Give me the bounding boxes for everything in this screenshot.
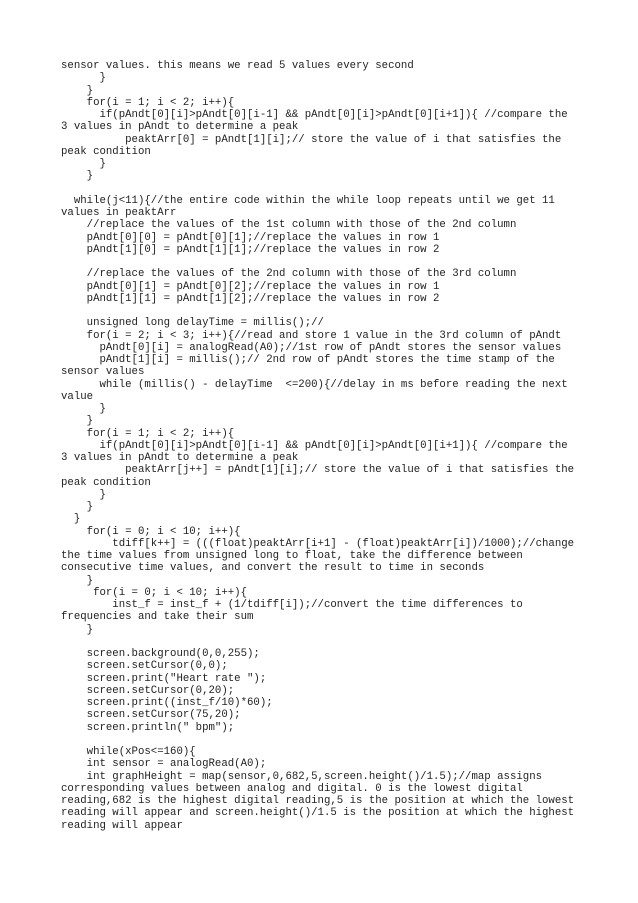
code-line: for(i = 2; i < 3; i++){//read and store 1 value in the 3rd column of pAndt <box>61 329 562 342</box>
code-line: pAndt[0][0] = pAndt[0][1];//replace the values in row 1 <box>61 231 440 244</box>
code-line: if(pAndt[0][i]>pAndt[0][i-1] && pAndt[0][i]>pAndt[0][i+1]){ //compare the <box>61 439 568 452</box>
code-line: reading will appear <box>61 819 183 832</box>
code-line: //replace the values of the 1st column with those of the 2nd column <box>61 219 517 232</box>
code-line: } <box>61 574 94 587</box>
code-line: inst_f = inst_f + (1/tdiff[i]);//convert the time differences to <box>61 599 523 611</box>
code-line: values in peaktArr <box>61 207 177 219</box>
code-line: screen.setCursor(75,20); <box>61 709 241 722</box>
code-line <box>61 636 591 648</box>
code-line: corresponding values between analog and digital. 0 is the lowest digital <box>61 782 523 795</box>
code-line: unsigned long delayTime = millis();// <box>61 317 324 330</box>
code-line: } <box>61 84 94 97</box>
code-line: pAndt[0][i] = analogRead(A0);//1st row of pAndt stores the sensor values <box>61 341 562 354</box>
code-line: while (millis() - delayTime <=200){//delay in ms before reading the next <box>61 378 568 391</box>
code-line: consecutive time values, and convert the result to time in seconds <box>61 562 485 575</box>
code-line: while(xPos<=160){ <box>61 746 196 758</box>
code-line: sensor values. this means we read 5 values every second <box>61 60 414 72</box>
code-line <box>61 305 591 317</box>
code-line: peak condition <box>61 145 151 158</box>
code-line: screen.setCursor(0,0); <box>61 660 228 673</box>
code-line: sensor values <box>61 366 145 379</box>
code-line: pAndt[1][0] = pAndt[1][1];//replace the values in row 2 <box>61 243 440 256</box>
code-line: while(j<11){//the entire code within the while loop repeats until we get 11 <box>61 194 555 207</box>
code-line: for(i = 0; i < 10; i++){ <box>61 525 241 538</box>
code-line: } <box>61 488 106 501</box>
code-line: for(i = 0; i < 10; i++){ <box>61 586 247 599</box>
code-line <box>61 183 591 195</box>
code-line: } <box>61 415 94 428</box>
code-line: for(i = 1; i < 2; i++){ <box>61 96 235 109</box>
code-line: int graphHeight = map(sensor,0,682,5,screen.height()/1.5);//map assigns <box>61 770 543 783</box>
code-line: reading,682 is the highest digital reading,5 is the position at which the lowest <box>61 795 575 807</box>
code-line: value <box>61 390 94 403</box>
code-line: tdiff[k++] = (((float)peaktArr[i+1] - (float)peaktArr[i])/1000);//change <box>61 537 575 550</box>
code-line: screen.println(" bpm"); <box>61 721 235 734</box>
code-line: pAndt[1][1] = pAndt[1][2];//replace the values in row 2 <box>61 292 440 305</box>
code-line: screen.print("Heart rate "); <box>61 672 267 685</box>
code-line: the time values from unsigned long to float, take the difference between <box>61 550 523 562</box>
code-line: peaktArr[0] = pAndt[1][i];// store the value of i that satisfies the <box>61 133 562 146</box>
code-line: } <box>61 513 81 526</box>
code-line: } <box>61 72 106 85</box>
code-line: for(i = 1; i < 2; i++){ <box>61 427 235 440</box>
code-line: //replace the values of the 2nd column with those of the 3rd column <box>61 268 517 281</box>
code-line: frequencies and take their sum <box>61 611 254 624</box>
code-line <box>61 734 591 746</box>
code-line: } <box>61 158 106 170</box>
code-line: } <box>61 623 94 636</box>
code-line: } <box>61 170 94 183</box>
code-line: } <box>61 501 94 513</box>
code-line: screen.print((inst_f/10)*60); <box>61 697 273 709</box>
code-line: } <box>61 403 106 415</box>
code-line: peak condition <box>61 476 151 489</box>
code-line: reading will appear and screen.height()/1.5 is the position at which the highest <box>61 807 575 820</box>
code-line: pAndt[1][i] = millis();// 2nd row of pAndt stores the time stamp of the <box>61 354 555 366</box>
code-line: int sensor = analogRead(A0); <box>61 758 267 771</box>
code-line: screen.setCursor(0,20); <box>61 684 235 697</box>
code-listing <box>61 60 591 832</box>
code-line: pAndt[0][1] = pAndt[0][2];//replace the values in row 1 <box>61 280 440 293</box>
code-line: if(pAndt[0][i]>pAndt[0][i-1] && pAndt[0][i]>pAndt[0][i+1]){ //compare the <box>61 109 568 121</box>
code-line <box>61 256 591 268</box>
code-line: screen.background(0,0,255); <box>61 648 260 660</box>
code-line: 3 values in pAndt to determine a peak <box>61 121 299 134</box>
code-line: peaktArr[j++] = pAndt[1][i];// store the value of i that satisfies the <box>61 464 575 477</box>
code-line: 3 values in pAndt to determine a peak <box>61 452 299 464</box>
